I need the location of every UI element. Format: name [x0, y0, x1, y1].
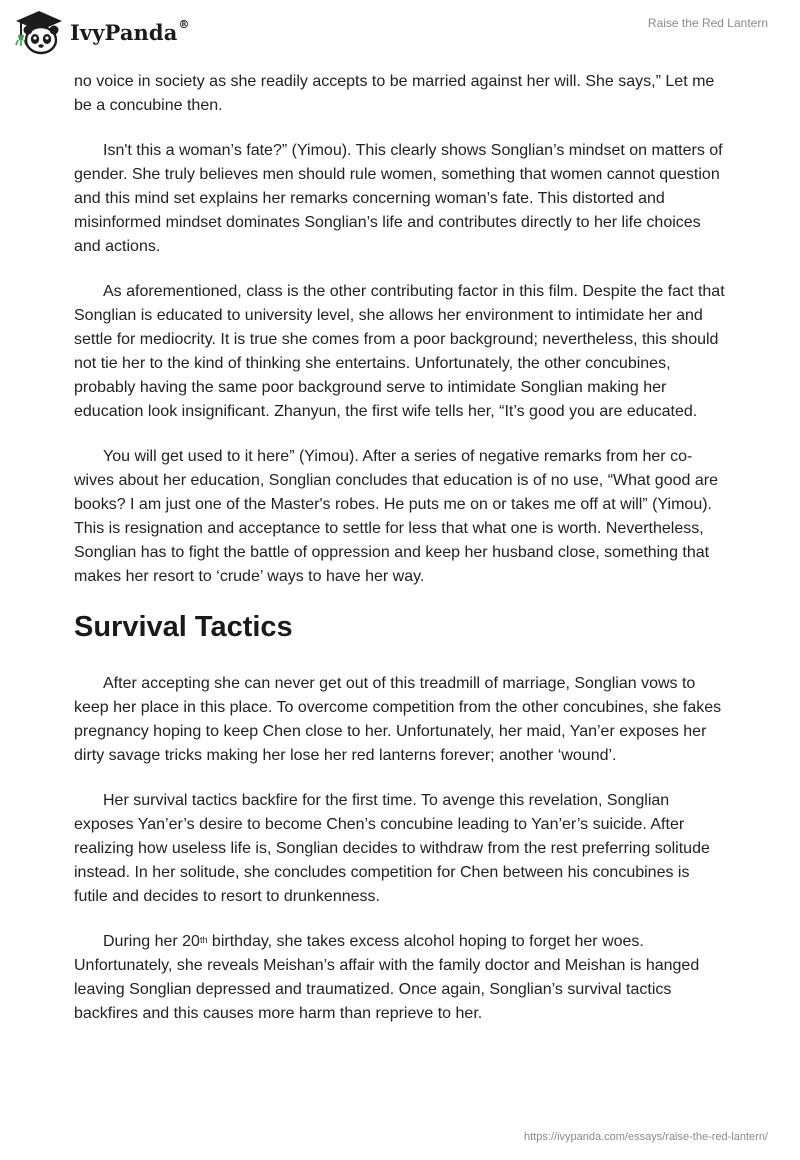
essay-body: [74, 70, 726, 1047]
brand-name: IvyPanda®: [70, 17, 190, 45]
ivypanda-logo[interactable]: [14, 9, 190, 55]
section-heading: Survival Tactics: [74, 611, 293, 643]
paragraph-3: As aforementioned, class is the other contributing factor in this film. Despite the fact that Songlian is educated to university level, she allows her environment to intimidate her and settle for mediocrity. It is true she comes from a poor background; nevertheless, this should not tie her to the kind of thinking she entertains. Unfortunately, the other concubines, probably having the same poor background serve to intimidate Songlian making her education look insignificant. Zhanyun, the first wife tells her, “It’s good you are educated.: [74, 283, 725, 420]
paragraph-7-rest: birthday, she takes excess alcohol hoping to forget her woes. Unfortunately, she reveals Meishan’s affair with the family doctor and Meishan is hanged leaving Songlian depressed and traumatized. Once again, Songlian’s survival tactics backfires and this causes more harm than reprieve to her.: [74, 933, 700, 1022]
paragraph-2: Isn't this a woman’s fate?” (Yimou). This clearly shows Songlian’s mindset on matters of gender. She truly believes men should rule women, something that women cannot question and this mind set explains her remarks concerning woman’s fate. This distorted and misinformed mindset dominates Songlian’s life and contributes directly to her life choices and actions.: [74, 142, 723, 255]
paragraph-6: Her survival tactics backfire for the first time. To avenge this revelation, Songlian exposes Yan’er’s desire to become Chen’s concubine leading to Yan’er’s suicide. After realizing how useless life is, Songlian decides to withdraw from the rest preferring solitude instead. In her solitude, she concludes competition for Chen between his concubines is futile and decides to resort to drunkenness.: [74, 792, 710, 905]
page-header: [0, 0, 800, 70]
source-url[interactable]: https://ivypanda.com/essays/raise-the-red-lantern/: [524, 1131, 768, 1143]
panda-graduate-icon: [14, 9, 64, 55]
paragraph-4: You will get used to it here” (Yimou). After a series of negative remarks from her co-wives about her education, Songlian concludes that education is of no use, “What good are books? I am just one of the Master's robes. He puts me on or takes me off at will” (Yimou). This is resignation and acceptance to settle for less that what one is worth. Nevertheless, Songlian has to fight the battle of oppression and keep her husband close, something that makes her resort to ‘crude’ ways to have her way.: [74, 448, 718, 585]
paragraph-5: After accepting she can never get out of this treadmill of marriage, Songlian vows to keep her place in this place. To overcome competition from the other concubines, she fakes pregnancy hoping to keep Chen close to her. Unfortunately, her maid, Yan’er exposes her dirty savage tricks making her lose her red lanterns forever; another ‘wound’.: [74, 675, 722, 764]
document-title: Raise the Red Lantern: [647, 16, 768, 30]
paragraph-1: no voice in society as she readily accepts to be married against her will. She says,” Let me be a concubine then.: [74, 73, 715, 114]
ordinal-suffix: th: [199, 935, 208, 945]
paragraph-7: [74, 930, 726, 1026]
paragraph-7-start: During her 20: [103, 933, 200, 950]
registered-mark: ®: [178, 17, 190, 31]
